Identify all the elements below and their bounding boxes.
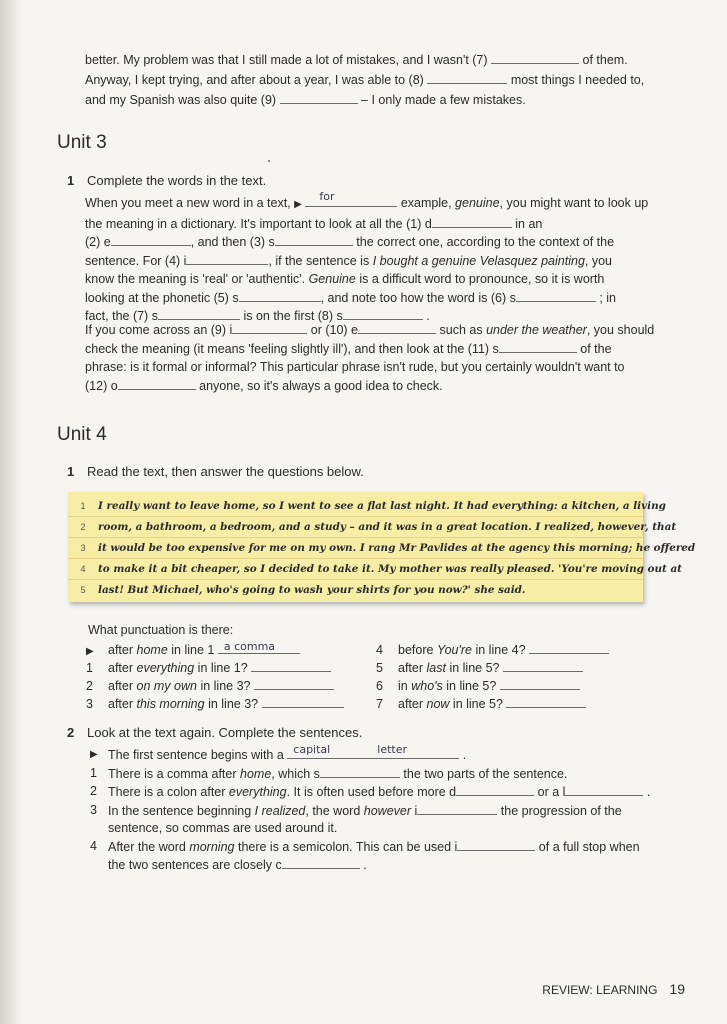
intro-paragraph: better. My problem was that I still made a lot of mistakes, and I wasn't (7) of them. Anyway, I kept trying, and after about a year, I was able to (8) most things I needed to, and my Spanish was also quite (9) – I only made a few mistakes. [85,53,645,107]
answer-blank[interactable] [111,233,191,246]
unit-4-heading: Unit 4 [57,424,107,445]
exercise-2-sentences [90,742,690,875]
note-line: 4 to make it a bit cheaper, so I decided to take it. My mother was really pleased. 'You're moving out at [68,558,643,580]
answer-blank[interactable] [158,307,240,320]
answer-blank[interactable] [457,838,535,851]
question-2: 2 after on my own in line 3? [86,677,334,693]
exercise-instruction: Complete the words in the text. [87,173,267,188]
exercise-number: 1 [67,173,75,188]
answer-blank[interactable] [499,340,577,353]
answer-blank[interactable] [251,659,331,672]
answer-blank[interactable] [417,802,497,815]
answer-blank[interactable] [500,677,580,690]
unit-4-exercise-2-heading [67,725,362,740]
answer-blank[interactable] [432,215,512,228]
question-intro: What punctuation is there: [88,623,234,637]
unit-4-exercise-1-heading [67,464,364,479]
answer-blank[interactable] [506,695,586,708]
handwritten-answer: a comma [223,640,276,653]
answer-blank[interactable] [358,321,436,334]
answer-blank[interactable] [280,91,358,104]
page-number: 19 [669,981,685,997]
note-line: 1 I really want to leave home, so I went to see a flat last night. It had everything: a kitchen, a living [68,495,643,517]
exercise-instruction: Look at the text again. Complete the sentences. [87,725,363,740]
sentence-2: 2 There is a colon after everything. It is often used before more d or a l . [90,784,651,799]
sentence-example: ▶ The first sentence begins with a capital letter . [90,742,467,762]
handwritten-answer: letter [377,742,408,756]
note-line: 2 room, a bathroom, a bedroom, and a study – and it was in a great location. I realized, however, that [68,516,643,538]
sentence-4: 4 After the word morning there is a semicolon. This can be used i of a full stop when the two sentences are closely c . [90,838,640,872]
answer-blank[interactable] [282,856,360,869]
question-5: 5 after last in line 5? [376,659,583,675]
question-7: 7 after now in line 5? [376,695,586,711]
answer-blank-example[interactable] [305,189,397,207]
note-line: 3 it would be too expensive for me on my own. I rang Mr Pavlides at the agency this morning; he offered [68,537,643,559]
unit-3-heading: Unit 3 [57,132,107,153]
answer-blank[interactable] [232,321,307,334]
note-line: 5 last! But Michael, who's going to wash your shirts for you now?' she said. [80,584,526,596]
answer-blank[interactable] [565,783,643,796]
handwritten-answer: capital [293,742,331,756]
answer-blank[interactable] [118,377,196,390]
exercise-instruction: Read the text, then answer the questions below. [87,464,364,479]
reading-text-note [68,492,696,602]
answer-blank[interactable] [254,677,334,690]
answer-blank[interactable] [320,765,400,778]
question-4: 4 before You're in line 4? [376,641,609,657]
unit-3-exercise-1-heading [67,173,266,188]
answer-blank-example[interactable] [287,742,459,759]
answer-blank[interactable] [239,289,321,302]
answer-blank[interactable] [516,289,596,302]
unit-3-paragraph-1: When you meet a new word in a text, ▶ for example, genuine, you might want to look up the meaning in a dictionary. It's important to look at all the (1) d in an (2) e , and then (3) s the correct one, according to the context of the sentence. For (4) i , if the sentence is I bought a genuine Velasquez painting, you know the meaning is 'real' or 'authentic'. Genuine is a difficult word to pronounce, so it is worth looking at the phonetic (5) s , and note too how the word is (6) s ; in fact, the (7) s is on the first (8) s . [85,189,649,323]
answer-blank[interactable] [491,51,579,64]
question-6: 6 in who's in line 5? [376,677,580,693]
speck [268,160,270,162]
exercise-number: 1 [67,464,75,479]
answer-blank[interactable] [456,783,534,796]
sentence-3: 3 In the sentence beginning I realized, the word however i the progression of the sentence, so commas are used around it. [90,802,622,835]
question-3: 3 after this morning in line 3? [86,695,344,711]
answer-blank[interactable] [343,307,423,320]
example-arrow-icon: ▶ [294,199,302,210]
answer-blank[interactable] [262,695,344,708]
handwritten-answer: for [319,189,335,203]
answer-blank-example[interactable] [218,641,300,654]
sentence-1: 1 There is a comma after home, which s the two parts of the sentence. [90,765,568,781]
exercise-number: 2 [67,725,75,740]
page-footer [0,981,685,997]
answer-blank[interactable] [503,659,583,672]
answer-blank[interactable] [186,252,268,265]
answer-blank[interactable] [427,71,507,84]
answer-blank[interactable] [529,641,609,654]
section-label: REVIEW: LEARNING [542,983,658,997]
unit-3-paragraph-2: If you come across an (9) i or (10) e such as under the weather, you should check the meaning (it means 'feeling slightly ill'), and then look at the (11) s of the phrase: is it formal or informal? This particular phrase isn't rude, but you certainly wouldn't want to (12) o anyone, so it's always a good idea to check. [85,323,655,393]
question-1: 1 after everything in line 1? [86,659,331,675]
page-gutter-shadow [0,0,22,1024]
answer-blank[interactable] [275,233,353,246]
question-example: ▶ after home in line 1 a comma [86,641,300,657]
